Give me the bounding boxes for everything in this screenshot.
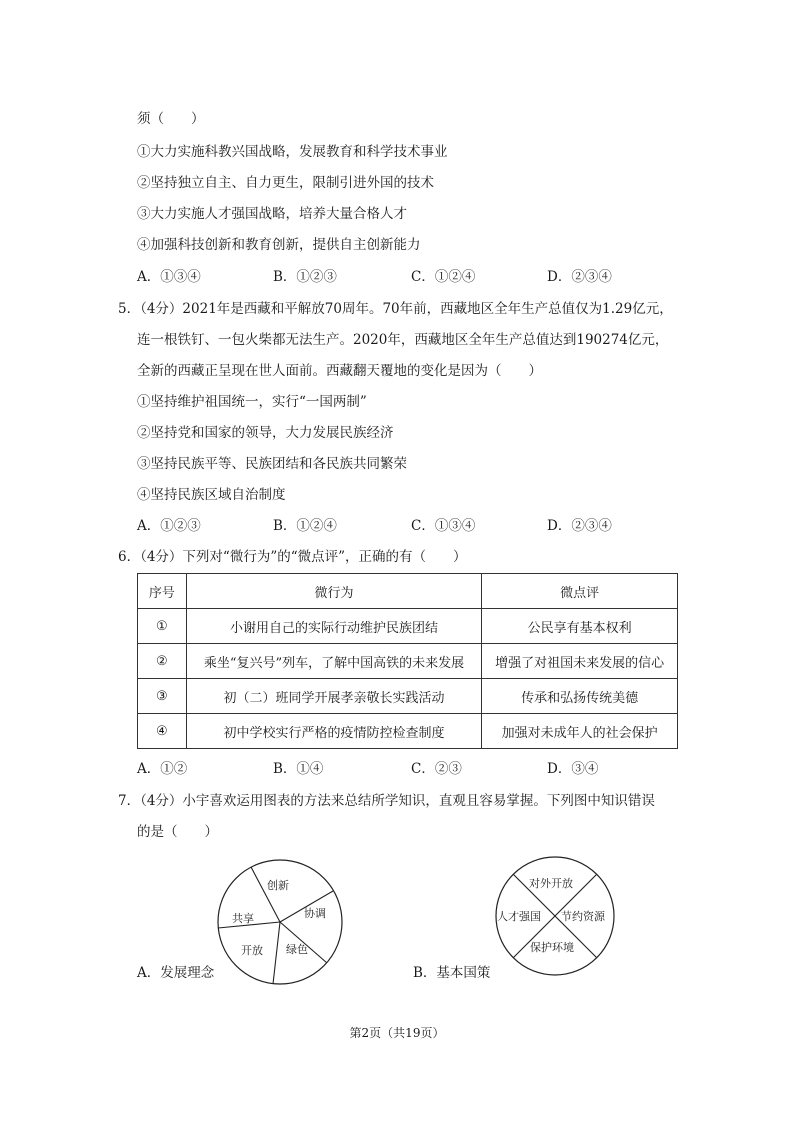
q6-option-d: D．③④ bbox=[547, 761, 599, 777]
q5-item-2: ②坚持党和国家的领导，大力发展民族经济 bbox=[137, 425, 394, 441]
q5-option-c: C．①③④ bbox=[411, 518, 476, 534]
q6-stem: 6．（4分）下列对“微行为”的“微点评”，正确的有（ ） bbox=[118, 549, 467, 565]
diagram-b-caption: B．基本国策 bbox=[413, 965, 491, 981]
row-comment: 公民享有基本权利 bbox=[482, 609, 678, 644]
diagram-a-divider bbox=[273, 922, 280, 984]
q4-item-1: ①大力实施科教兴国战略，发展教育和科学技术事业 bbox=[137, 144, 448, 160]
table-row bbox=[138, 644, 678, 679]
q5-stem-line-1: 5．（4分）2021年是西藏和平解放70周年。70年前，西藏地区全年生产总值仅为1.29亿元， bbox=[118, 301, 673, 317]
table-row bbox=[138, 679, 678, 714]
row-comment: 传承和弘扬传统美德 bbox=[482, 679, 678, 714]
header-number: 序号 bbox=[138, 574, 187, 609]
row-comment: 增强了对祖国未来发展的信心 bbox=[482, 644, 678, 679]
diagram-b-label-4: 人才强国 bbox=[497, 910, 541, 923]
q5-stem-line-2: 连一根铁钉、一包火柴都无法生产。2020年，西藏地区全年生产总值达到190274亿元， bbox=[137, 332, 669, 348]
table-header-row bbox=[138, 574, 678, 609]
q4-item-3: ③大力实施人才强国战略，培养大量合格人才 bbox=[137, 206, 407, 222]
row-behavior: 初中学校实行严格的疫情防控检查制度 bbox=[186, 714, 482, 749]
diagram-a-caption: A．发展理念 bbox=[137, 965, 215, 981]
diagram-a-label-2: 协调 bbox=[304, 907, 326, 920]
q5-item-3: ③坚持民族平等、民族团结和各民族共同繁荣 bbox=[137, 456, 407, 472]
q4-item-4: ④加强科技创新和教育创新，提供自主创新能力 bbox=[137, 237, 421, 253]
q5-option-a: A．①②③ bbox=[137, 518, 201, 534]
header-behavior: 微行为 bbox=[186, 574, 482, 609]
diagram-a-label-3: 绿色 bbox=[286, 943, 308, 956]
q5-stem-line-3: 全新的西藏正呈现在世人面前。西藏翻天覆地的变化是因为（ ） bbox=[137, 363, 542, 379]
q6-option-a: A．①② bbox=[137, 761, 188, 777]
q6-table bbox=[137, 573, 678, 749]
q4-option-d: D．②③④ bbox=[547, 269, 612, 285]
q5-option-d: D．②③④ bbox=[547, 518, 612, 534]
row-number: ③ bbox=[138, 679, 187, 714]
table-row bbox=[138, 609, 678, 644]
diagram-a-pie bbox=[215, 857, 345, 987]
diagram-b-pie bbox=[492, 853, 618, 979]
table-row bbox=[138, 714, 678, 749]
diagram-a-label-1: 创新 bbox=[267, 879, 289, 892]
header-comment: 微点评 bbox=[482, 574, 678, 609]
page-footer: 第2页（共19页） bbox=[349, 1026, 445, 1040]
q4-option-b: B．①②③ bbox=[273, 269, 337, 285]
q4-option-a: A．①③④ bbox=[137, 269, 201, 285]
q5-item-1: ①坚持维护祖国统一，实行“一国两制” bbox=[137, 394, 367, 410]
q4-item-2: ②坚持独立自主、自力更生，限制引进外国的技术 bbox=[137, 175, 434, 191]
diagram-a-label-5: 共享 bbox=[232, 912, 254, 925]
q7-stem-line-2: 的是（ ） bbox=[137, 824, 218, 840]
diagram-b-label-1: 对外开放 bbox=[529, 877, 573, 890]
diagram-a-divider bbox=[251, 867, 280, 922]
row-number: ④ bbox=[138, 714, 187, 749]
row-number: ① bbox=[138, 609, 187, 644]
q4-option-c: C．①②④ bbox=[411, 269, 476, 285]
q6-option-b: B．①④ bbox=[273, 761, 324, 777]
diagram-b-label-2: 节约资源 bbox=[561, 910, 605, 923]
row-behavior: 乘坐“复兴号”列车，了解中国高铁的未来发展 bbox=[186, 644, 482, 679]
q5-item-4: ④坚持民族区域自治制度 bbox=[137, 487, 286, 503]
q4-stem-cont: 须（ ） bbox=[137, 111, 205, 127]
q6-option-c: C．②③ bbox=[411, 761, 462, 777]
diagram-b-label-3: 保护环境 bbox=[530, 941, 574, 954]
q7-stem-line-1: 7．（4分）小宇喜欢运用图表的方法来总结所学知识，直观且容易掌握。下列图中知识错误 bbox=[118, 793, 655, 809]
row-comment: 加强对未成年人的社会保护 bbox=[482, 714, 678, 749]
diagram-a-label-4: 开放 bbox=[241, 944, 263, 957]
row-behavior: 小谢用自己的实际行动维护民族团结 bbox=[186, 609, 482, 644]
row-number: ② bbox=[138, 644, 187, 679]
q5-option-b: B．①②④ bbox=[273, 518, 337, 534]
row-behavior: 初（二）班同学开展孝亲敬长实践活动 bbox=[186, 679, 482, 714]
